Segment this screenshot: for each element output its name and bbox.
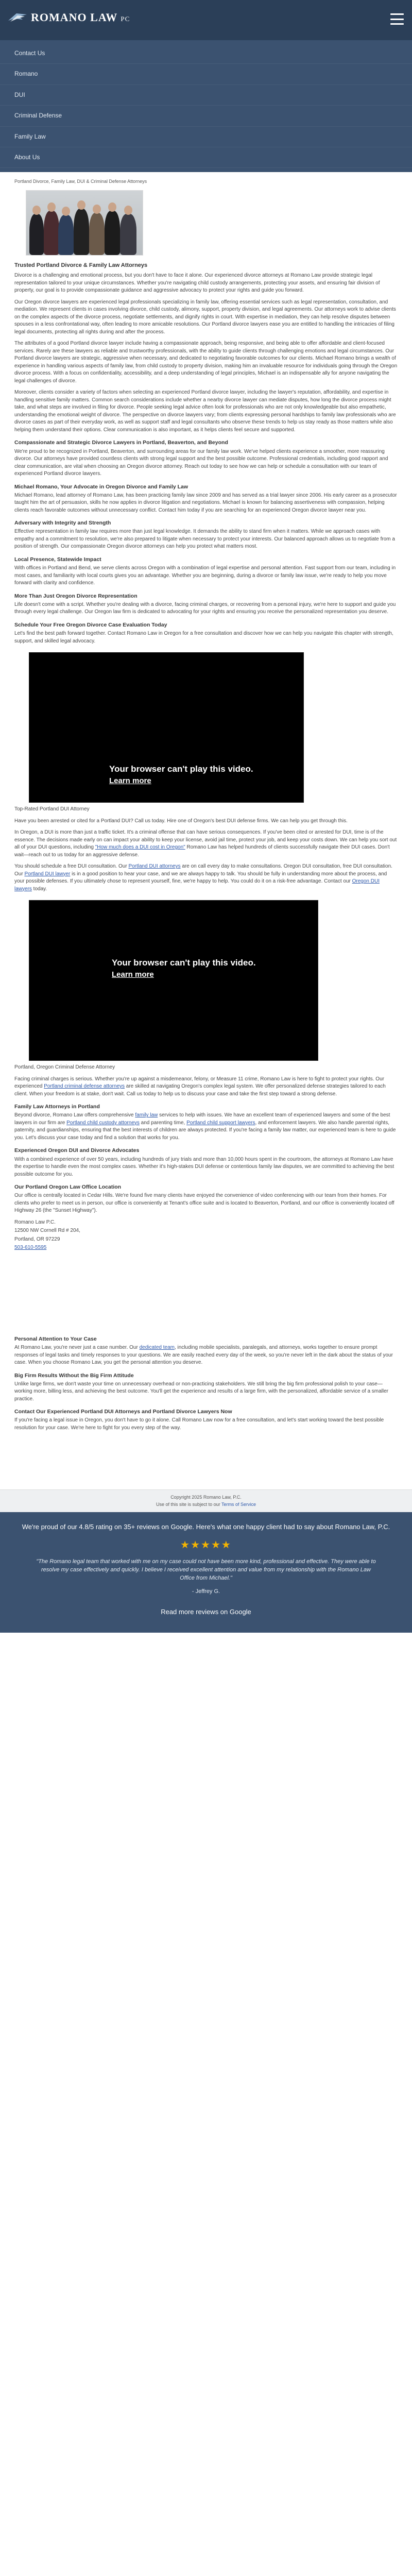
criminal-defense-video-player[interactable] bbox=[29, 900, 318, 1061]
nav-item-family-law[interactable]: Family Law bbox=[0, 127, 412, 147]
child-support-link[interactable]: Portland child support lawyers bbox=[186, 1120, 255, 1126]
nav-item-contact-us[interactable]: Contact Us bbox=[0, 43, 412, 64]
nav-item-dui[interactable]: DUI bbox=[0, 85, 412, 106]
results-paragraph: Unlike large firms, we don't waste your time on unnecessary overhead or non-practicing stakeholders. We still bring the big firm professional polish to your case—working more, billing less, and achieving the best outcome. You'll get the experience and results of a large firm, with the personalized, affordable service of a smaller practice. bbox=[14, 1381, 389, 1402]
family-law-link[interactable]: family law bbox=[135, 1112, 158, 1118]
results-heading: Big Firm Results Without the Big Firm Attitude bbox=[14, 1372, 134, 1379]
main-nav bbox=[0, 40, 412, 172]
main-content bbox=[0, 172, 412, 1482]
phone-link[interactable]: 503-610-5595 bbox=[14, 1245, 47, 1251]
intro-paragraph-2: Our Oregon divorce lawyers are experienced legal professionals specializing in family law, offering essential services such as legal representation, consultation, and mediation. We represent clients in cases involving divorce, child custody, alimony, support, property division, and legal agreements. Our attorneys work to advise clients on the complex aspects of the divorce process, negotiate settlements, and dignify rights in court. With expertise in mediation, they can help resolve disputes between spouses in a less confrontational way, often leading to more amicable resolutions. Our Portland divorce lawyers ease you are entitled to handling the intricacies of filing legal documents, protecting all rights during and after the process. bbox=[14, 299, 396, 335]
criminal-paragraph: Facing criminal charges is serious. Whether you're up against a misdemeanor, felony, or Measure 11 crime, Romano Law is here to fight to protect your rights. Our experienced Portland criminal defense attorneys are skilled at navigating Oregon's complex legal system. We offer personalized defense strategies tailored to each client. When your freedom is at stake, don't wait. Call us today to help us to discuss your case and take the first step toward a strong defense. bbox=[14, 1076, 386, 1097]
brand-name: ROMANO LAW PC bbox=[31, 11, 130, 24]
local-paragraph: With offices in Portland and Bend, we serve clients across Oregon with a combination of legal expertise and personal attention. Fast support from our team, including in most cases, and familiarity with local courts gives you an advantage. Whether you are beginning, during a divorce or family law issue, we're ready to help you move forward with clarity and confidence. bbox=[14, 565, 396, 586]
portland-dui-lawyer-link[interactable]: Portland DUI lawyer bbox=[24, 871, 71, 877]
adversary-heading: Adversary with Integrity and Strength bbox=[14, 520, 111, 527]
intro-paragraph-3: The attributes of a good Portland divorce lawyer include having a compassionate approach, being responsive, and being able to offer affordable and client-focused services. Rarely are these lawyers as reliable and trustworthy professionals, with the ability to guide clients through challenging emotions and legal circumstances. Our Portland divorce lawyers are strategic, aggressive when necessary, and dedicated to negotiating favorable outcomes for our clients. Michael Romano brings a wealth of experience in handling various aspects of family law, from child custody to property division, making him an invaluable resource for individuals going through the Oregon divorce process. With a focus on confidentiality, accessibility, and a deep understanding of legal principles, Michael is an indispensable ally for anyone navigating the legal challenges of divorce. bbox=[14, 341, 398, 384]
page-title: Portland Divorce, Family Law, DUI & Criminal Defense Attorneys bbox=[14, 179, 147, 184]
logo-wing-icon bbox=[7, 11, 28, 24]
site-header bbox=[0, 0, 412, 40]
nav-item-criminal-defense[interactable]: Criminal Defense bbox=[0, 106, 412, 126]
office-address bbox=[14, 1219, 398, 1252]
dedicated-team-link[interactable]: dedicated team bbox=[139, 1345, 175, 1351]
address-line-2: Portland, OR 97229 bbox=[14, 1236, 60, 1242]
experience-heading: Experienced Oregon DUI and Divorce Advocates bbox=[14, 1147, 140, 1154]
schedule-paragraph: Let's find the best path forward together. Contact Romano Law in Oregon for a free consultation and discover how we can help you navigate this chapter with strength, support, and skilled legal advocacy. bbox=[14, 631, 393, 644]
dui-video-player[interactable] bbox=[29, 652, 304, 803]
video-learn-more-link[interactable]: Learn more bbox=[109, 776, 151, 786]
intro-paragraph-1: Divorce is a challenging and emotional process, but you don't have to face it alone. Our experienced divorce attorneys at Romano Law provide strategic legal representation tailored to your unique circumstances. Whether you're navigating child custody arrangements, protecting your assets, and ensuring fair division of property, our goal is to provide compassionate guidance and aggressive advocacy to protect your rights and guide you forward. bbox=[14, 273, 380, 294]
nav-item-about-us[interactable]: About Us bbox=[0, 147, 412, 168]
terms-of-service-link[interactable]: Terms of Service bbox=[221, 1501, 256, 1507]
read-more-reviews-link[interactable]: Read more reviews on Google bbox=[161, 1608, 251, 1616]
adversary-paragraph: Effective representation in family law requires more than just legal knowledge. It demands the ability to stand firm when it matters. While we approach cases with empathy and a commitment to resolution, we're also prepared to litigate when necessary to protect your interests. Our balanced approach allows us to negotiate from a position of strength. Our compassionate Oregon divorce attorneys can help you protect what matters most. bbox=[14, 529, 395, 550]
terms-line: Use of this site is subject to our Terms of Service bbox=[156, 1501, 256, 1507]
nav-item-romano[interactable]: Romano bbox=[0, 64, 412, 84]
compassion-heading: Compassionate and Strategic Divorce Lawyers in Portland, Beaverton, and Beyond bbox=[14, 439, 228, 446]
family-heading: Family Law Attorneys in Portland bbox=[14, 1104, 100, 1110]
team-photo bbox=[26, 190, 143, 256]
intro-paragraph-4: Moreover, clients consider a variety of factors when selecting an experienced Portland divorce lawyer, including the lawyer's reputation, affordability, and expertise in handling sensitive family matters. Common search considerations include whether a nearby divorce lawyer can mediate disputes, how long the divorce process might take, and what steps are involved in filing for divorce. People seeking legal advice often look for professionals who are not only knowledgeable but also empathetic, understanding the emotional weight of divorce. The perspective on divorce lawyers vary; from clients expressing personal hardships to family law professionals who are divorce cases as part of their everyday work, as well as support staff and legal consultants who observe these trends to help us stay ready as those matters while also helping them understand their options. Clear communication is also important, as it helps clients feel secure and supported. bbox=[14, 389, 396, 433]
dui-paragraph-3: You should schedule a free DUI consultation. Our Portland DUI attorneys are on call every day to make consultations. Oregon DUI consultation, free DUI consultation. Our Portland DUI lawyer is in a good position to hear your case, and we are always happy to talk. You should be fully in understanding more about the process, and your possible defenses. If you ultimately chose to represent yourself, fine, we're happy to help. You could do it on a risk-free advantage. Contact our Oregon DUI lawyers today. bbox=[14, 863, 392, 892]
dui-video-caption: Top-Rated Portland DUI Attorney bbox=[14, 806, 90, 812]
child-custody-link[interactable]: Portland child custody attorneys bbox=[66, 1120, 140, 1126]
address-line-1: 12500 NW Cornell Rd # 204, bbox=[14, 1228, 80, 1234]
personal-paragraph: At Romano Law, you're never just a case number. Our dedicated team, including mobile specialists, paralegals, and attorneys, works together to ensure prompt responses of legal tasks and timely responses to your questions. We are easily reached every day of the week, so you're never left in the dark about the status of your case. When you choose Romano Law, you get the personal attention you deserve. bbox=[14, 1345, 393, 1366]
criminal-video-caption: Portland, Oregon Criminal Defense Attorney bbox=[14, 1064, 115, 1071]
more-heading: More Than Just Oregon Divorce Representation bbox=[14, 592, 138, 599]
star-rating-icon: ★★★★★ bbox=[180, 1539, 232, 1551]
criminal-defense-attorneys-link[interactable]: Portland criminal defense attorneys bbox=[44, 1083, 125, 1090]
video-learn-more-link[interactable]: Learn more bbox=[112, 970, 154, 979]
review-author: - Jeffrey G. bbox=[192, 1588, 220, 1595]
site-logo[interactable] bbox=[7, 9, 130, 26]
review-quote: "The Romano legal team that worked with me on my case could not have been more kind, professional and effective. They were able to resolve my case effectively and quickly. I believe I received excellent attention and value from my relationship with the Romano Law Office from Michael." bbox=[36, 1558, 376, 1582]
compassion-paragraph: We're proud to be recognized in Portland, Beaverton, and surrounding areas for our family law work. We've helped clients experience a smoother, more reassuring divorce. Our attorneys have provided countless clients with strong legal support and the best possible outcome. Professional credentials, including good rapport and clear communication, are vital when choosing an Oregon divorce attorney. Reach out today to see how we can help or schedule a consultation with our team of experienced Portland divorce lawyers. bbox=[14, 448, 388, 477]
video-error-message: Your browser can't play this video. Learn more bbox=[109, 764, 253, 786]
reviews-section bbox=[0, 1512, 412, 1633]
content-bottom-spacer bbox=[14, 1436, 398, 1482]
office-paragraph: Our office is centrally located in Cedar Hills. We're found five many clients have enjoyed the convenience of video conferencing with our team from their homes. For clients who prefer to meet us in person, our office is conveniently at Tenant's office suite and is located to Beaverton, Portland, and our office is conveniently located off Highway 26 (the "Sunset Highway"). bbox=[14, 1193, 394, 1214]
family-paragraph: Beyond divorce, Romano Law offers comprehensive family law services to help with issues. We have an excellent team of experienced lawyers and some of the best lawyers in our firm are Portland child custody attorneys and parenting time, Portland child support lawyers, and enforcement lawyers. We also handle parental rights, paternity, and guardianships, ensuring that the best interests of children are always protected. If you're facing a family law matter, our experienced team is here to guide you. Let's discuss your case today and find a solution that works for you. bbox=[14, 1112, 396, 1141]
michael-heading: Michael Romano, Your Advocate in Oregon Divorce and Family Law bbox=[14, 483, 188, 490]
dui-paragraph-2: In Oregon, a DUI is more than just a traffic ticket. It's a criminal offense that can have serious consequences. If you've been cited or arrested for DUI, time is of the essence. The decisions made early on can impact your ability to keep your license, avoid jail time, protect your job, and keep your costs down. We can help you sort out all of your DUI questions, including "How much does a DUI cost in Oregon" Romano Law has helped hundreds of clients successfully navigate their DUI cases. Don't wait—reach out to us today for an aggressive defense. bbox=[14, 829, 397, 858]
contact-heading: Contact Our Experienced Portland DUI Attorneys and Portland Divorce Lawyers Now bbox=[14, 1409, 232, 1415]
map-spacer bbox=[14, 1253, 398, 1330]
office-heading: Our Portland Oregon Law Office Location bbox=[14, 1184, 122, 1191]
more-paragraph: Life doesn't come with a script. Whether you're dealing with a divorce, facing criminal charges, or recovering from a personal injury, we're here to support and guide you through every legal challenge. Our Oregon law firm is dedicated to advocating for your rights and ensuring you receive the personalized representation you deserve. bbox=[14, 601, 396, 615]
local-heading: Local Presence, Statewide Impact bbox=[14, 556, 101, 563]
oregon-dui-lawyers-link[interactable]: Oregon DUI lawyers bbox=[14, 878, 380, 892]
video-error-message: Your browser can't play this video. Learn more bbox=[112, 958, 256, 979]
firm-name: Romano Law P.C. bbox=[14, 1219, 56, 1225]
michael-paragraph: Michael Romano, lead attorney of Romano Law, has been practicing family law since 2009 and has served as a trial lawyer since 2006. His early career as a prosecutor taught him the art of persuasion, skills he now applies in divorce litigation and negotiations. Michael is known for balancing assertiveness with compassion, helping clients reach favorable outcomes without unnecessary conflict. Contact him today if you are searching for an experienced Oregon divorce lawyer near you. bbox=[14, 492, 397, 513]
portland-dui-attorneys-link[interactable]: Portland DUI attorneys bbox=[128, 863, 181, 870]
experience-paragraph: With a combined experience of over 50 years, including hundreds of jury trials and more than 10,000 hours spent in the courtroom, the attorneys at Romano Law have the expertise to handle even the most complex cases. Whether it's high-stakes DUI defense or contentious family law disputes, we are committed to achieving the best possible outcome for you. bbox=[14, 1156, 394, 1177]
contact-paragraph: If you're facing a legal issue in Oregon, you don't have to go it alone. Call Romano Law now for a free consultation, and let's start working toward the best possible resolution for your case. We're here to fight for you every step of the way. bbox=[14, 1417, 384, 1431]
dui-paragraph-1: Have you been arrested or cited for a Portland DUI? Call us today. Hire one of Oregon's best DUI defense firms. We can help you get through this. bbox=[14, 818, 348, 824]
reviews-lead: We're proud of our 4.8/5 rating on 35+ reviews on Google. Here's what one happy client had to say about Romano Law, P.C. bbox=[22, 1522, 390, 1531]
intro-heading: Trusted Portland Divorce & Family Law Attorneys bbox=[14, 262, 148, 269]
hamburger-icon[interactable] bbox=[390, 13, 404, 25]
copyright-text: Copyright 2025 Romano Law, P.C. bbox=[170, 1495, 242, 1500]
dui-cost-link[interactable]: "How much does a DUI cost in Oregon" bbox=[95, 844, 185, 851]
personal-heading: Personal Attention to Your Case bbox=[14, 1335, 97, 1342]
schedule-heading: Schedule Your Free Oregon Divorce Case Evaluation Today bbox=[14, 621, 167, 628]
site-footer bbox=[0, 1489, 412, 1512]
